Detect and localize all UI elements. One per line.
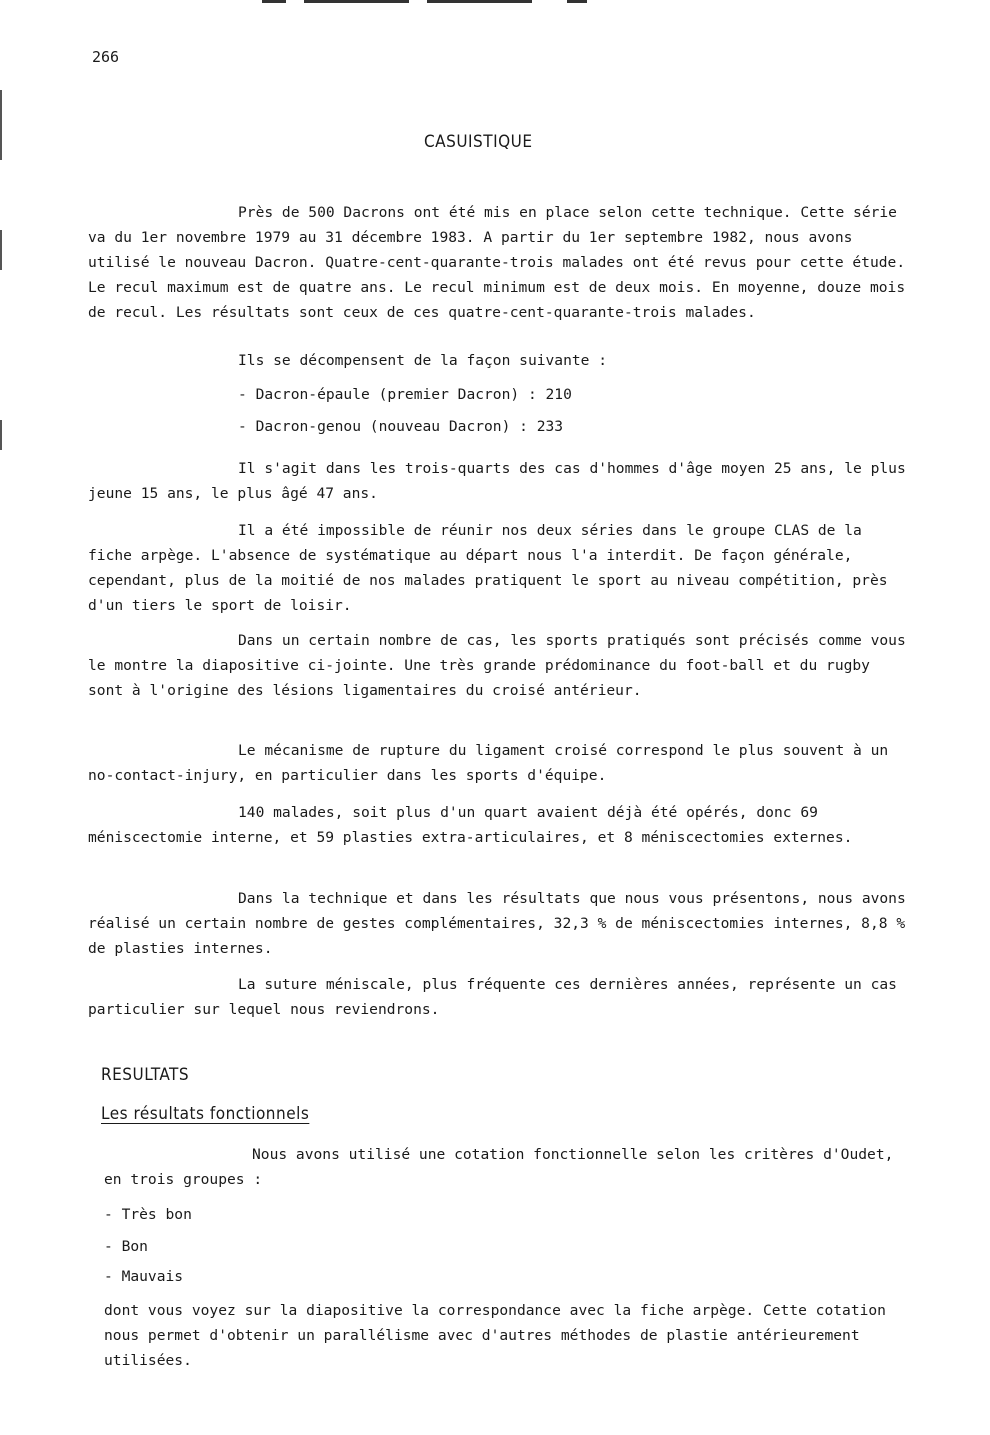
top-edge-marks (262, 0, 592, 4)
paragraph: Dans un certain nombre de cas, les sports pratiqués sont précisés comme vous le montre la diapositive ci-jointe. Une très grande prédominance du foot-ball et du rugby sont à l'origine des lésions ligamentaires du croisé antérieur. (88, 632, 906, 699)
page-number: 266 (92, 48, 120, 66)
list-item: - Dacron-épaule (premier Dacron) : 210 (238, 386, 572, 403)
left-edge-mark (0, 420, 2, 450)
section-title-resultats: RESULTATS (101, 1065, 190, 1085)
section-title-casuistique: CASUISTIQUE (424, 132, 533, 152)
paragraph: La suture méniscale, plus fréquente ces dernières années, représente un cas particulier sur lequel nous reviendrons. (88, 976, 897, 1018)
list-item: - Mauvais (104, 1268, 184, 1285)
paragraph: Près de 500 Dacrons ont été mis en place selon cette technique. Cette série va du 1er novembre 1979 au 31 décembre 1983. A partir du 1er septembre 1982, nous avons utilisé le nouveau Dacron. Quatre-cent-quarante-trois malades ont été revus pour cette étude. Le recul maximum est de quatre ans. Le recul minimum est de deux mois. En moyenne, douze mois de recul. Les résultats sont ceux de ces quatre-cent-quarante-trois malades. (88, 204, 906, 321)
paragraph: Le mécanisme de rupture du ligament croisé correspond le plus souvent à un no-contact-injury, en particulier dans les sports d'équipe. (88, 742, 889, 784)
paragraph: Il a été impossible de réunir nos deux séries dans le groupe CLAS de la fiche arpège. L'absence de systématique au départ nous l'a interdit. De façon générale, cependant, plus de la moitié de nos malades pratiquent le sport au niveau compétition, près d'un tiers le sport de loisir. (88, 522, 888, 614)
list-item: - Bon (104, 1238, 148, 1255)
list-item: - Dacron-genou (nouveau Dacron) : 233 (238, 418, 564, 435)
left-edge-mark (0, 230, 2, 270)
paragraph: dont vous voyez sur la diapositive la correspondance avec la fiche arpège. Cette cotation nous permet d'obtenir un parallélisme avec d'autres méthodes de plastie antérieurement utilisées. (104, 1302, 886, 1369)
paragraph: 140 malades, soit plus d'un quart avaient déjà été opérés, donc 69 méniscectomie interne, et 59 plasties extra-articulaires, et 8 méniscectomies externes. (88, 804, 853, 846)
left-edge-mark (0, 90, 2, 160)
paragraph: Nous avons utilisé une cotation fonctionnelle selon les critères d'Oudet, en trois groupes : (104, 1146, 894, 1188)
list-item: - Très bon (104, 1206, 192, 1223)
paragraph: Ils se décompensent de la façon suivante : (238, 352, 608, 369)
subsection-title: Les résultats fonctionnels (101, 1104, 310, 1124)
paragraph: Il s'agit dans les trois-quarts des cas d'hommes d'âge moyen 25 ans, le plus jeune 15 ans, le plus âgé 47 ans. (88, 460, 906, 502)
paragraph: Dans la technique et dans les résultats que nous vous présentons, nous avons réalisé un certain nombre de gestes complémentaires, 32,3 % de méniscectomies internes, 8,8 % de plasties internes. (88, 890, 906, 957)
